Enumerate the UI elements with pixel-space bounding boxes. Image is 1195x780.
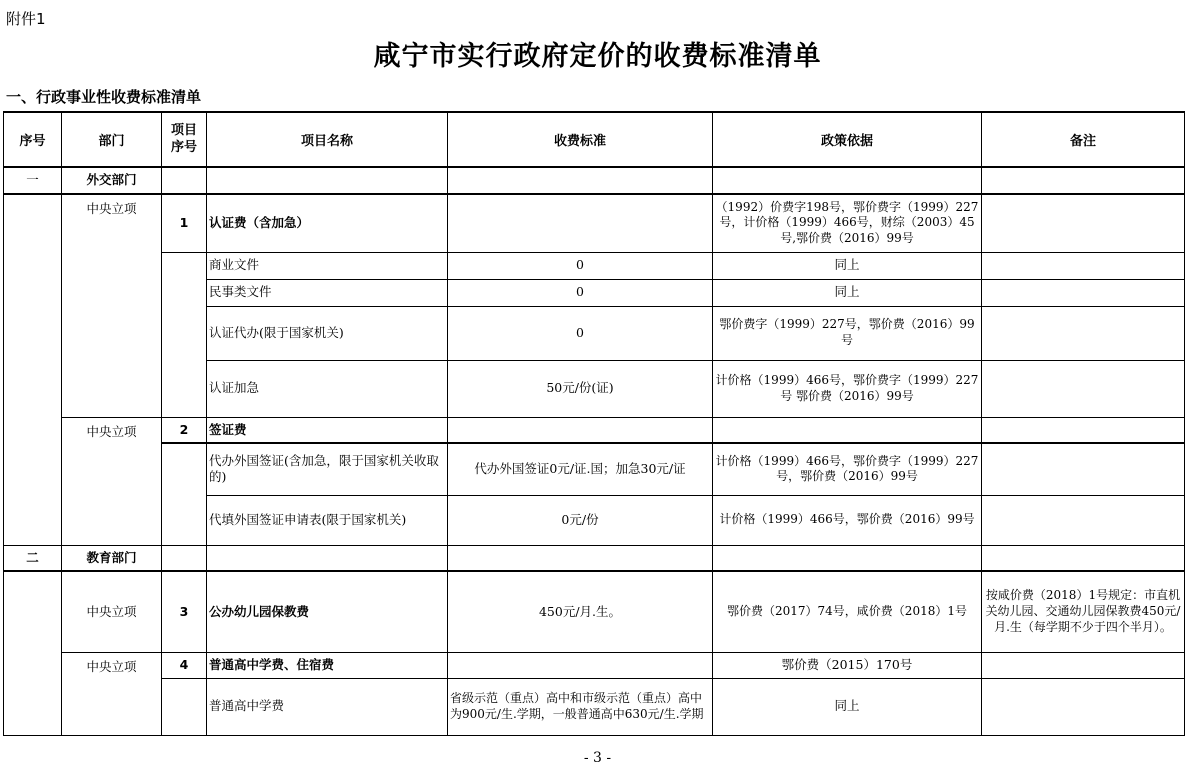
table-row-group-1 [4,167,1185,194]
dept-cell: 中央立项 [62,417,162,545]
empty-cell [713,167,982,194]
header-seq: 序号 [4,112,62,167]
section-heading: 一、行政事业性收费标准清单 [6,88,202,106]
item-seq-cell: 4 [162,652,207,678]
remark-cell [982,279,1185,306]
table-row [4,252,1185,279]
fee-cell: 省级示范（重点）高中和市级示范（重点）高中为900元/生.学期，一般普通高中630元/生.学期 [448,678,713,735]
remark-cell [982,360,1185,417]
table-row [4,571,1185,652]
fee-cell [448,417,713,443]
fee-cell: 450元/月.生。 [448,571,713,652]
fee-cell: 0 [448,279,713,306]
fee-cell: 0 [448,252,713,279]
item-name-cell: 普通高中学费 [207,678,448,735]
empty-cell [713,545,982,571]
fee-cell: 50元/份(证) [448,360,713,417]
remark-cell [982,306,1185,360]
item-seq-cell: 3 [162,571,207,652]
header-item-name: 项目名称 [207,112,448,167]
remark-cell [982,194,1185,252]
empty-cell [162,167,207,194]
dept-cell: 中央立项 [62,652,162,735]
item-name-cell: 认证代办(限于国家机关) [207,306,448,360]
remark-cell [982,252,1185,279]
item-seq-cell [162,678,207,735]
basis-cell: 鄂价费（2015）170号 [713,652,982,678]
item-name-cell: 代办外国签证(含加急，限于国家机关收取的) [207,443,448,495]
table-row [4,652,1185,678]
item-seq-cell [162,443,207,545]
group-seq: 一 [4,167,62,194]
table-row [4,417,1185,443]
header-item-seq [162,112,207,167]
page-title: 咸宁市实行政府定价的收费标准清单 [373,41,822,72]
item-name-cell: 代填外国签证申请表(限于国家机关) [207,495,448,545]
item-seq-cell [162,252,207,417]
basis-cell: 鄂价费字（1999）227号，鄂价费（2016）99号 [713,306,982,360]
header-basis: 政策依据 [713,112,982,167]
remark-cell [982,652,1185,678]
basis-cell: （1992）价费字198号，鄂价费字（1999）227号，计价格（1999）466号，财综（2003）45号,鄂价费（2016）99号 [713,194,982,252]
table-row-group-2 [4,545,1185,571]
remark-cell [982,443,1185,495]
table-row [4,678,1185,735]
basis-cell: 计价格（1999）466号，鄂价费字（1999）227号，鄂价费（2016）99号 [713,443,982,495]
fee-cell: 0 [448,306,713,360]
basis-cell: 计价格（1999）466号，鄂价费字（1999）227号 鄂价费（2016）99号 [713,360,982,417]
basis-cell: 同上 [713,252,982,279]
remark-cell [982,417,1185,443]
dept-cell: 中央立项 [62,194,162,417]
remark-cell [982,678,1185,735]
empty-cell [982,167,1185,194]
basis-cell: 计价格（1999）466号，鄂价费（2016）99号 [713,495,982,545]
basis-cell: 同上 [713,678,982,735]
group-dept: 教育部门 [62,545,162,571]
basis-cell: 同上 [713,279,982,306]
item-seq-cell: 2 [162,417,207,443]
table-header-row [4,112,1185,167]
basis-cell [713,417,982,443]
basis-cell: 鄂价费（2017）74号，咸价费（2018）1号 [713,571,982,652]
fee-table [3,111,1185,736]
fee-cell [448,652,713,678]
remark-cell [982,495,1185,545]
attachment-label: 附件1 [6,10,46,28]
group-seq: 二 [4,545,62,571]
empty-cell [207,545,448,571]
empty-cell [448,167,713,194]
empty-cell [162,545,207,571]
item-name-cell: 民事类文件 [207,279,448,306]
remark-cell: 按咸价费（2018）1号规定：市直机关幼儿园、交通幼儿园保教费450元/月.生（每学期不少于四个半月）。 [982,571,1185,652]
header-item-seq-text: 项目序号 [170,123,197,155]
dept-cell: 中央立项 [62,571,162,652]
item-name-cell: 公办幼儿园保教费 [207,571,448,652]
item-name-cell: 认证费（含加急） [207,194,448,252]
fee-cell: 代办外国签证0元/证.国；加急30元/证 [448,443,713,495]
item-name-cell: 认证加急 [207,360,448,417]
group-dept: 外交部门 [62,167,162,194]
table-row [4,443,1185,495]
fee-cell: 0元/份 [448,495,713,545]
seq-cell-group-1 [4,194,62,545]
empty-cell [982,545,1185,571]
item-name-cell: 商业文件 [207,252,448,279]
item-seq-cell: 1 [162,194,207,252]
seq-cell-group-2 [4,571,62,735]
empty-cell [448,545,713,571]
page-number: - 3 - [583,750,612,766]
table-row [4,194,1185,252]
header-dept: 部门 [62,112,162,167]
item-name-cell: 签证费 [207,417,448,443]
header-remark: 备注 [982,112,1185,167]
item-name-cell: 普通高中学费、住宿费 [207,652,448,678]
empty-cell [207,167,448,194]
header-fee: 收费标准 [448,112,713,167]
fee-cell [448,194,713,252]
